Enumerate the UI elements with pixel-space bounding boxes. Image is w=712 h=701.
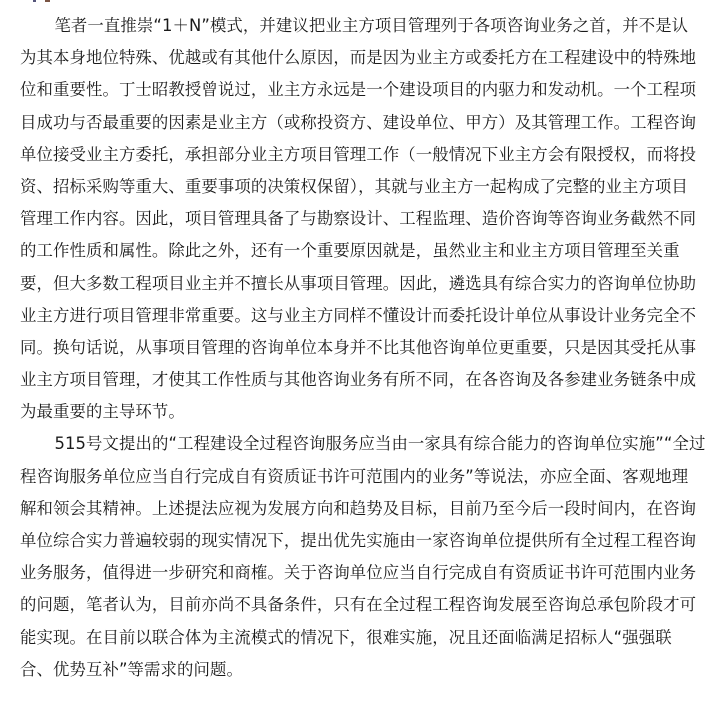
document-text — [20, 10, 706, 686]
text-line: 笔者一直推崇“1＋N”模式，并建议把业主方项目管理列于各项咨询业务之首，并不是认 — [54, 16, 689, 35]
text-line: 为最重要的主导环节。 — [20, 402, 185, 422]
text-line: 程咨询服务单位应当自行完成自有资质证书许可范围内的业务”等说法，亦应全面、客观地理 — [20, 466, 689, 486]
text-line: 能实现。在目前以联合体为主流模式的情况下，很难实施，况且还面临满足招标人“强强联 — [20, 627, 672, 647]
text-line: 资、招标采购等重大、重要事项的决策权保留），其就与业主方一起构成了完整的业主方项目 — [20, 176, 688, 196]
clipped-text-fragment — [0, 0, 712, 3]
text-line: 业主方项目管理，才使其工作性质与其他咨询业务有所不同，在各咨询及各参建业务链条中成 — [20, 370, 697, 390]
text-line: 目成功与否最重要的因素是业主方（或称投资方、建设单位、甲方）及其管理工作。工程咨询 — [20, 112, 697, 132]
text-line: 解和领会其精神。上述提法应视为发展方向和趋势及目标，目前乃至今后一段时间内，在咨询 — [20, 498, 697, 518]
paragraph-2 — [20, 428, 706, 686]
text-line: 515号文提出的“工程建设全过程咨询服务应当由一家具有综合能力的咨询单位实施”“全过 — [54, 434, 706, 454]
clipped-glyph-pixel — [45, 0, 50, 2]
text-line: 单位接受业主方委托，承担部分业主方项目管理工作（一般情况下业主方会有限授权，而将投 — [20, 144, 697, 164]
text-line: 的工作性质和属性。除此之外，还有一个重要原因就是，虽然业主和业主方项目管理至关重 — [20, 241, 680, 261]
text-line: 单位综合实力普遍较弱的现实情况下，提出优先实施由一家咨询单位提供所有全过程工程咨询 — [20, 531, 697, 550]
text-line: 同。换句话说，从事项目管理的咨询单位本身并不比其他咨询单位更重要，只是因其受托从事 — [20, 337, 697, 357]
paragraph-1 — [20, 10, 699, 428]
text-line: 合、优势互补”等需求的问题。 — [20, 659, 243, 679]
text-line: 为其本身地位特殊、优越或有其他什么原因，而是因为业主方或委托方在工程建设中的特殊地 — [20, 48, 697, 68]
text-line: 位和重要性。丁士昭教授曾说过，业主方永远是一个建设项目的内驱力和发动机。一个工程项 — [20, 80, 697, 100]
text-line: 管理工作内容。因此，项目管理具备了与勘察设计、工程监理、造价咨询等咨询业务截然不同 — [20, 209, 697, 229]
text-line: 业务服务，值得进一步研究和商榷。关于咨询单位应当自行完成自有资质证书许可范围内业务 — [20, 563, 697, 583]
text-line: 业主方进行项目管理非常重要。这与业主方同样不懂设计而委托设计单位从事设计业务完全不 — [20, 305, 697, 325]
text-line: 的问题，笔者认为，目前亦尚不具备条件，只有在全过程工程咨询发展至咨询总承包阶段才可 — [20, 595, 697, 615]
text-line: 要，但大多数工程项目业主并不擅长从事项目管理。因此，遴选具有综合实力的咨询单位协助 — [20, 273, 697, 293]
clipped-glyph-pixel — [33, 0, 36, 2]
